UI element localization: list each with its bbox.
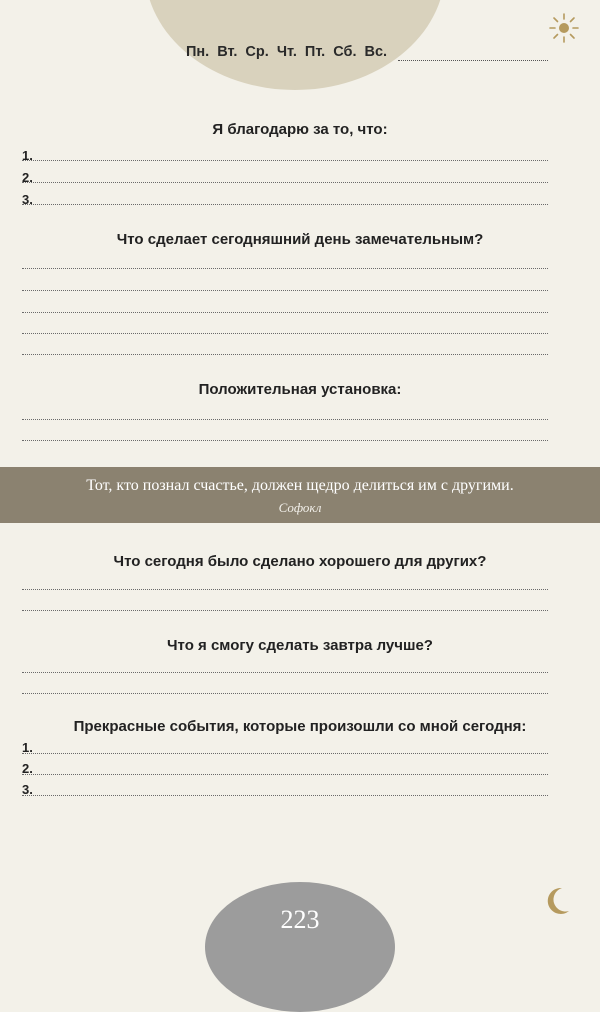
gratitude-heading: Я благодарю за то, что: (212, 121, 388, 138)
good-for-others-line-1[interactable] (22, 589, 548, 590)
wonderful-day-line-4[interactable] (22, 333, 548, 334)
great-events-line-2[interactable] (22, 774, 548, 775)
weekday-sat[interactable]: Сб. (333, 44, 357, 60)
page-number: 223 (280, 905, 320, 934)
great-events-heading: Прекрасные события, которые произошли со мной сегодня: (73, 718, 527, 735)
do-better-line-1[interactable] (22, 672, 548, 673)
great-events-number-2: 2. (22, 761, 33, 776)
wonderful-day-line-2[interactable] (22, 290, 548, 291)
great-events-line-1[interactable] (22, 753, 548, 754)
weekday-tue[interactable]: Вт. (217, 44, 238, 60)
affirmation-heading: Положительная установка: (198, 381, 402, 398)
wonderful-day-line-3[interactable] (22, 312, 548, 313)
quote-author: Софокл (278, 500, 322, 515)
weekday-wed[interactable]: Ср. (245, 44, 269, 60)
wonderful-day-line-5[interactable] (22, 354, 548, 355)
weekday-sun[interactable]: Вс. (364, 44, 388, 60)
affirmation-line-1[interactable] (22, 419, 548, 420)
great-events-number-1: 1. (22, 740, 33, 755)
gratitude-number-2: 2. (22, 170, 33, 185)
gratitude-number-3: 3. (22, 192, 33, 207)
weekday-thu[interactable]: Чт. (276, 44, 297, 60)
wonderful-day-heading: Что сделает сегодняшний день замечательным? (116, 231, 484, 248)
wonderful-day-line-1[interactable] (22, 268, 548, 269)
gratitude-line-2[interactable] (22, 182, 548, 183)
do-better-heading: Что я смогу сделать завтра лучше? (167, 637, 433, 654)
do-better-line-2[interactable] (22, 693, 548, 694)
weekday-fri[interactable]: Пт. (304, 44, 326, 60)
page-number-circle (205, 882, 395, 1012)
great-events-line-3[interactable] (22, 795, 548, 796)
date-write-line[interactable] (398, 60, 548, 61)
weekday-selector (186, 44, 391, 60)
affirmation-line-2[interactable] (22, 440, 548, 441)
good-for-others-heading: Что сегодня было сделано хорошего для других? (113, 553, 487, 570)
weekday-mon[interactable]: Пн. (186, 44, 210, 60)
sun-icon (548, 12, 580, 44)
gratitude-line-1[interactable] (22, 160, 548, 161)
gratitude-number-1: 1. (22, 148, 33, 163)
good-for-others-line-2[interactable] (22, 610, 548, 611)
moon-icon (545, 886, 571, 916)
quote-text: Тот, кто познал счастье, должен щедро делиться им с другими. (86, 477, 514, 494)
gratitude-line-3[interactable] (22, 204, 548, 205)
great-events-number-3: 3. (22, 782, 33, 797)
